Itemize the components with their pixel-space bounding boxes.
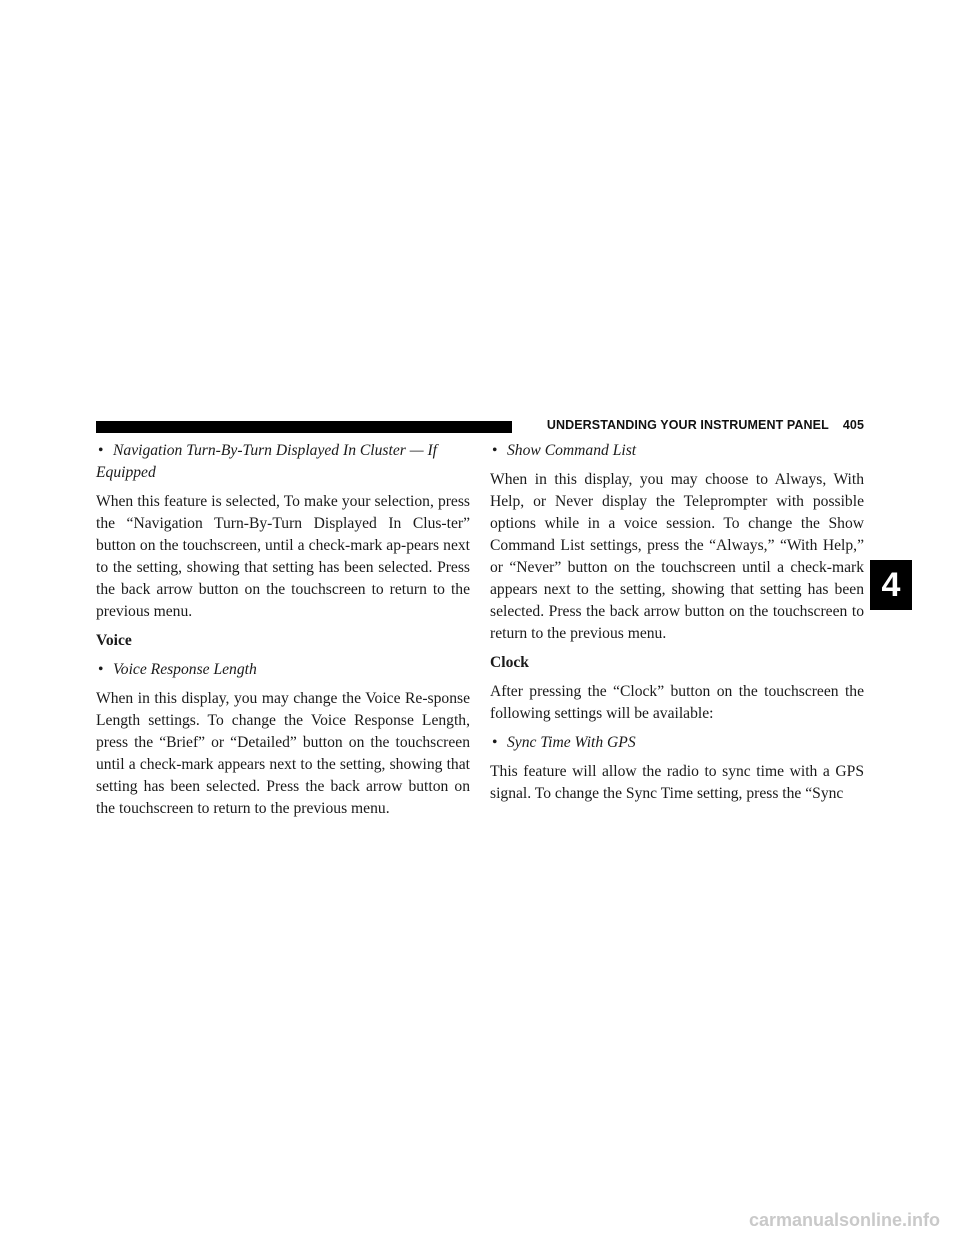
sync-time-gps-bullet — [490, 732, 864, 754]
bullet-text: Voice Response Length — [113, 661, 257, 678]
bullet-icon: • — [492, 442, 498, 459]
bullet-icon: • — [98, 661, 104, 678]
bullet-text: Navigation Turn-By-Turn Displayed In Cluster — If Equipped — [96, 442, 438, 481]
show-command-list-bullet — [490, 440, 864, 462]
voice-heading: Voice — [96, 632, 132, 649]
clock-heading: Clock — [490, 654, 529, 671]
header-rule — [96, 421, 512, 433]
running-header — [528, 418, 864, 432]
bullet-icon: • — [98, 442, 104, 459]
sync-time-gps-paragraph: This feature will allow the radio to sync time with a GPS signal. To change the Sync Time setting, press the “Sync — [490, 763, 864, 802]
voice-response-length-bullet — [96, 659, 470, 681]
section-title: UNDERSTANDING YOUR INSTRUMENT PANEL — [546, 418, 829, 432]
chapter-tab: 4 — [870, 560, 912, 610]
nav-turn-by-turn-bullet — [96, 440, 470, 484]
bullet-icon: • — [492, 734, 498, 751]
right-column — [490, 440, 864, 812]
left-column — [96, 440, 470, 827]
watermark: carmanualsonline.info — [748, 1210, 940, 1230]
bullet-text: Show Command List — [507, 442, 637, 459]
nav-turn-by-turn-paragraph: When this feature is selected, To make your selection, press the “Navigation Turn-By-Turn Displayed In Clus-ter” button on the touchscreen, until a check-mark ap-pears next to the setting, showing that setting has been selected. Press the back arrow button on the touchscreen to return to the previous menu. — [96, 493, 470, 620]
page-number: 405 — [842, 418, 864, 432]
clock-paragraph: After pressing the “Clock” button on the touchscreen the following settings will be available: — [490, 683, 864, 722]
bullet-text: Sync Time With GPS — [507, 734, 636, 751]
voice-response-length-paragraph: When in this display, you may change the Voice Re-sponse Length settings. To change the Voice Response Length, press the “Brief” or “Detailed” button on the touchscreen until a check-mark appears next to the setting, showing that setting has been selected. Press the back arrow button on the touchscreen to return to the previous menu. — [96, 690, 470, 817]
show-command-list-paragraph: When in this display, you may choose to Always, With Help, or Never display the Teleprompter with possible options while in a voice session. To change the Show Command List settings, press the “Always,” “With Help,” or “Never” button on the touchscreen until a check-mark appears next to the setting, showing that setting has been selected. Press the back arrow button on the touchscreen to return to the previous menu. — [490, 471, 864, 642]
